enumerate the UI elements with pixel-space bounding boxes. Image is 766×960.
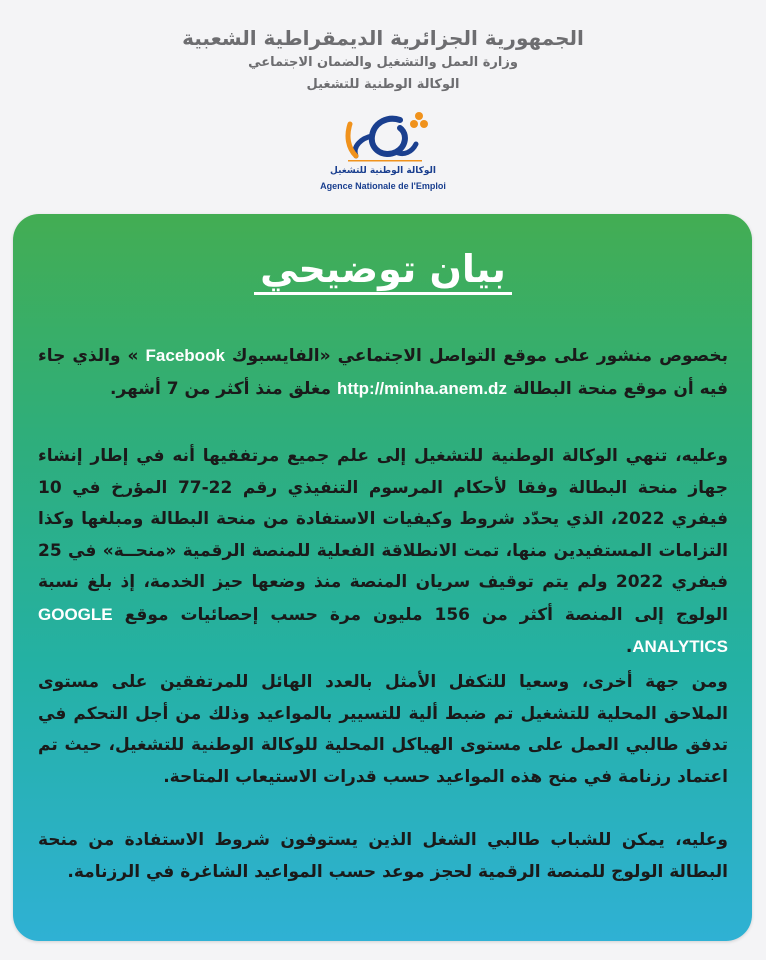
facebook-label: Facebook [145, 346, 225, 365]
p2-text-b: . [625, 637, 633, 657]
statement-title [0, 248, 766, 295]
p2-text-a: وعليه، تنهي الوكالة الوطنية للتشغيل إلى علم جميع مرتفقيها أنه في إطار إنشاء جهاز منحة البطالة وفقا لأحكام المرسوم التنفيذي رقم 22-77 المؤرخ في 10 فيفري 2022، الذي يحدّد شروط وكيفيات الاستفادة من منحة البطالة ومبلغها وكذا التزامات المستفيدين منها، تمت الانطلاقة الفعلية للمنصة الرقمية «منحــة» في 25 فيفري 2022 ولم يتم توقيف سريان المنصة منذ وضعها حيز الخدمة، إذ بلغ نسبة الولوج إلى المنصة أكثر من 156 مليون مرة حسب إحصائيات موقع [38, 446, 729, 625]
agency-name: الوكالة الوطنية للتشغيل [306, 77, 460, 92]
minha-url: http://minha.anem.dz [336, 378, 507, 398]
paragraph-3: ومن جهة أخرى، وسعيا للتكفل الأمثل بالعدد الهائل للمرتفقين على مستوى الملاحق المحلية للتشغيل تم ضبط ألية للتسيير بالمواعيد وذلك من أجل التحكم في تدفق طالبي العمل على مستوى الهياكل المحلية للوكالة الوطنية للتشغيل، حيث تم اعتماد رزنامة في منح هذه المواعيد حسب قدرات الاستيعاب المتاحة. [38, 672, 728, 787]
google-analytics-label: GOOGLE ANALYTICS [38, 604, 728, 656]
statement-title-text: بيان توضيحي [254, 248, 512, 295]
letterhead [0, 0, 766, 205]
p1-text-b: » والذي جاء فيه أن موقع منحة البطالة [38, 346, 728, 399]
logo-arabic-caption: الوكالة الوطنية للتشغيل [330, 166, 436, 176]
logo-french-caption: Agence Nationale de l'Emploi [320, 181, 446, 191]
paragraph-1 [38, 340, 728, 405]
paragraph-4: وعليه، يمكن للشباب طالبي الشغل الذين يستوفون شروط الاستفادة من منحة البطالة الولوج للمنصة الرقمية لحجز موعد حسب المواعيد الشاغرة في الرزنامة. [38, 830, 728, 882]
republic-name: الجمهورية الجزائرية الديمقراطية الشعبية [182, 26, 584, 50]
paragraph-2 [38, 441, 728, 664]
p1-text-a: بخصوص منشور على موقع التواصل الاجتماعي «الفايسبوك [231, 346, 728, 366]
p1-text-c: مغلق منذ أكثر من 7 أشهر. [110, 378, 332, 399]
ministry-name: وزارة العمل والتشغيل والضمان الاجتماعي [248, 55, 518, 70]
